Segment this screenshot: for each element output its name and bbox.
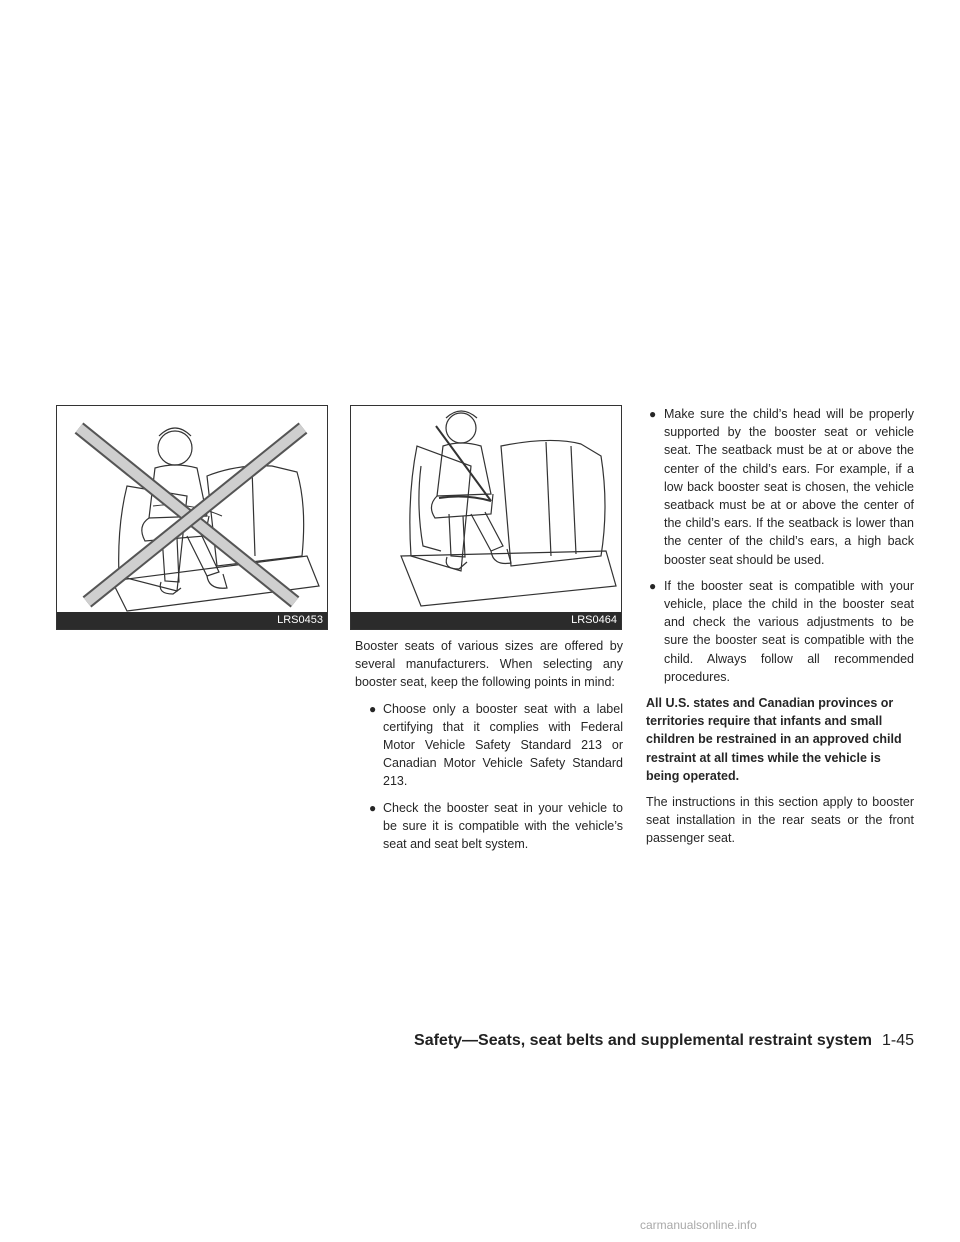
figure-incorrect-seating xyxy=(56,405,328,630)
list-item: ● If the booster seat is compatible with your vehicle, place the child in the booster seat and check the various adjustments to be sure the booster seat is compatible with the child. Always follow all recommended procedures. xyxy=(649,578,914,684)
closing-paragraph: The instructions in this section apply to booster seat installation in the rear seats or the front passenger seat. xyxy=(646,795,914,846)
illustration-child-with-booster xyxy=(351,406,623,614)
watermark: carmanualsonline.info xyxy=(640,1218,757,1232)
requirement-paragraph: All U.S. states and Canadian provinces or territories require that infants and small children be restrained in an approved child restraint at all times while the vehicle is being operated. xyxy=(646,696,902,783)
page-footer xyxy=(414,1032,914,1050)
figure-code: LRS0464 xyxy=(351,612,621,629)
list-item: ● Choose only a booster seat with a label certifying that it complies with Federal Motor Vehicle Safety Standard 213 or Canadian Motor Vehicle Safety Standard 213. xyxy=(369,701,623,789)
bullet-icon: ● xyxy=(649,407,657,421)
figure-booster-seating xyxy=(350,405,622,630)
intro-paragraph: Booster seats of various sizes are offered by several manufacturers. When selecting any booster seat, keep the following points in mind: xyxy=(355,639,623,690)
bullet-icon: ● xyxy=(369,800,377,815)
section-title: Safety—Seats, seat belts and supplemental restraint system xyxy=(414,1032,872,1049)
bullet-icon: ● xyxy=(369,701,377,716)
text-column-1 xyxy=(355,637,623,861)
page-number: 1-45 xyxy=(881,1032,914,1049)
bullet-icon: ● xyxy=(649,578,657,593)
bullet-list-2 xyxy=(646,405,914,686)
list-item: ● Make sure the child’s head will be properly supported by the booster seat or vehicle seat. The seatback must be at or above the center of the child’s ears. For example, if a low back booster seat is chosen, the vehicle seatback must be at or above the center of the child’s ears. If the seatback is lower than the center of the child’s ears, a high back booster seat should be used. xyxy=(649,407,914,567)
text-column-2 xyxy=(646,405,914,856)
list-item: ● Check the booster seat in your vehicle to be sure it is compatible with the vehicle’s seat and seat belt system. xyxy=(369,800,623,852)
illustration-child-without-booster xyxy=(57,406,329,614)
figure-code: LRS0453 xyxy=(57,612,327,629)
bullet-list-1 xyxy=(355,700,623,854)
